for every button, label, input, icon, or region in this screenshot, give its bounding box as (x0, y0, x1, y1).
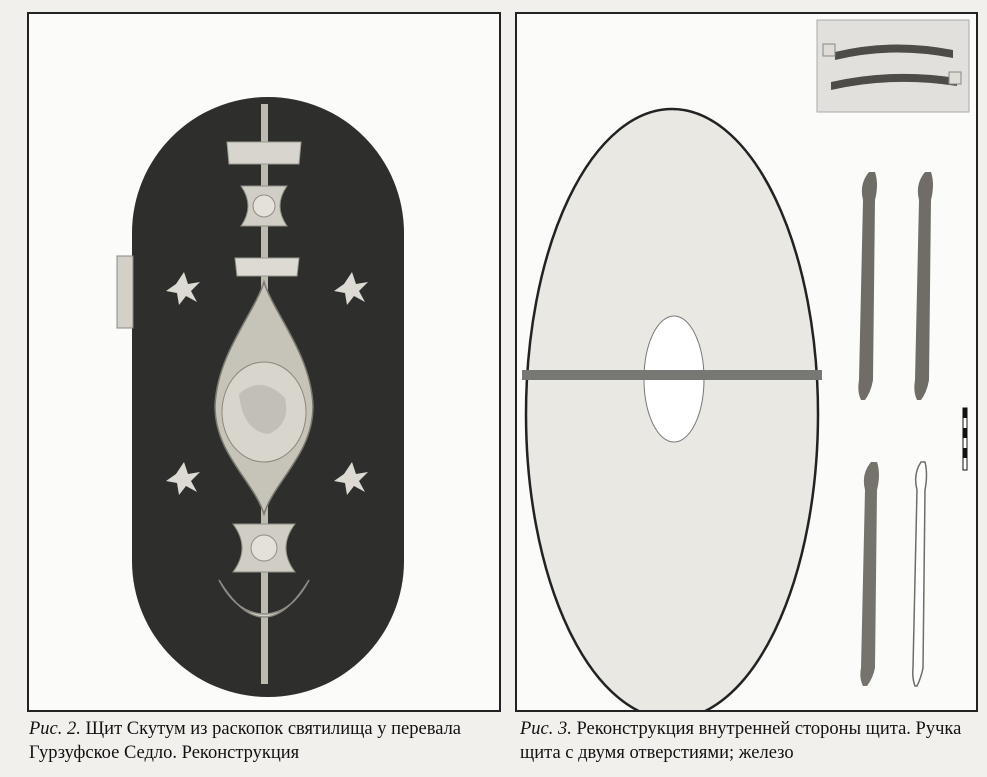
figure-3-image (515, 12, 978, 712)
edge-clamp (117, 256, 133, 328)
shield-icon (29, 14, 499, 710)
top-bar-ornament (227, 142, 301, 164)
scale-bar-icon (963, 408, 967, 470)
figure-3-label: Рис. 3. (520, 719, 572, 739)
lower-axe-icon (233, 524, 295, 572)
figure-2-label: Рис. 2. (29, 719, 81, 739)
axe-icon (241, 186, 287, 226)
figure-3-caption-text: Реконструкция внутренней стороны щита. Ручка щита с двумя отверстиями; железо (520, 719, 962, 763)
iron-handle-pieces (858, 172, 933, 686)
middle-bar-ornament (235, 258, 299, 276)
figure-2-caption-text: Щит Скутум из раскопок святилища у перевала Гурзуфское Седло. Реконструкция (29, 719, 462, 763)
figure-3-caption (520, 717, 980, 765)
figure-2-image (27, 12, 501, 712)
handle-photo-inset (817, 20, 969, 112)
grip-icon (522, 370, 822, 380)
figure-2-caption (29, 717, 507, 765)
shield-inner-icon (517, 14, 976, 710)
